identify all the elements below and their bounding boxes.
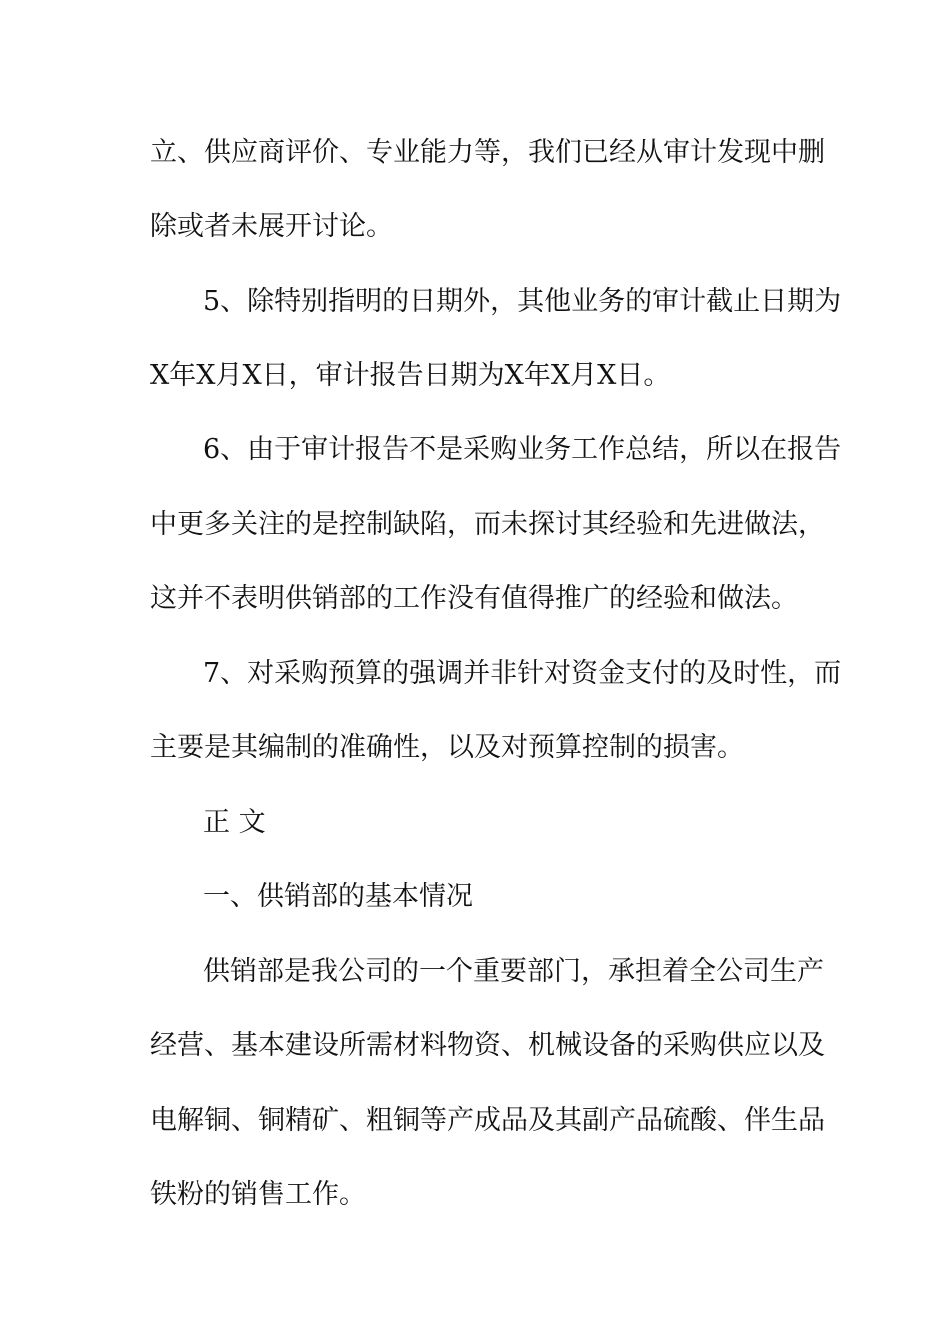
paragraph-line: 立、供应商评价、专业能力等，我们已经从审计发现中删 [150,137,825,168]
paragraph-line: 6、由于审计报告不是采购业务工作总结，所以在报告 [203,434,842,465]
paragraph-line: 中更多关注的是控制缺陷，而未探讨其经验和先进做法， [150,509,825,540]
paragraph-line: 7、对采购预算的强调并非针对资金支付的及时性，而 [203,658,842,689]
paragraph-line: 除或者未展开讨论。 [150,211,393,242]
subsection-heading: 一、供销部的基本情况 [203,881,473,912]
section-heading: 正 文 [203,807,266,838]
paragraph-line: 铁粉的销售工作。 [150,1179,366,1210]
paragraph-line: 这并不表明供销部的工作没有值得推广的经验和做法。 [150,583,798,614]
paragraph-line: X年X月X日，审计报告日期为X年X月X日。 [150,360,671,391]
paragraph-line: 5、除特别指明的日期外，其他业务的审计截止日期为 [203,286,842,317]
paragraph-line: 经营、基本建设所需材料物资、机械设备的采购供应以及 [150,1030,825,1061]
paragraph-line: 电解铜、铜精矿、粗铜等产成品及其副产品硫酸、伴生品 [150,1105,825,1136]
paragraph-line: 主要是其编制的准确性，以及对预算控制的损害。 [150,732,744,763]
paragraph-line: 供销部是我公司的一个重要部门，承担着全公司生产 [203,956,824,987]
